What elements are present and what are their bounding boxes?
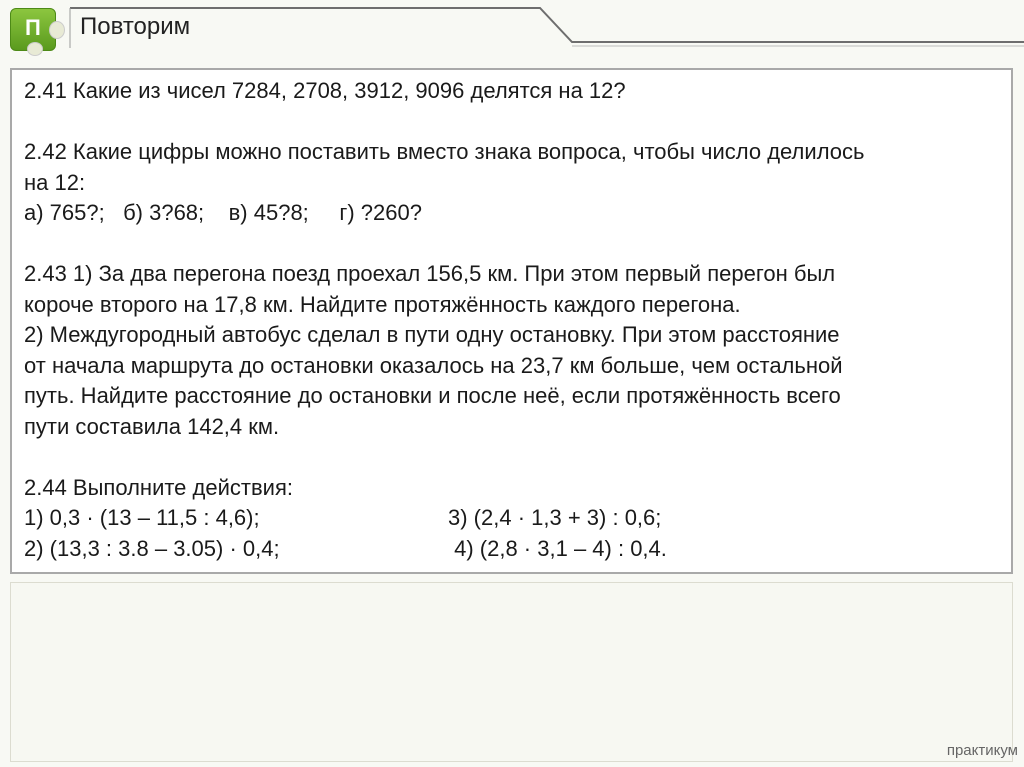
task-2-44-expr-2: 2) (13,3 : 3.8 – 3.05) · 0,4; — [24, 535, 280, 561]
task-2-44-expr-1: 1) 0,3 · (13 – 11,5 : 4,6); — [24, 505, 260, 530]
task-2-43-part2-end: пути составила 142,4 км. — [24, 413, 280, 439]
task-2-42-text: 2.42 Какие цифры можно поставить вместо знака вопроса, чтобы число делилось — [24, 139, 865, 164]
empty-panel — [10, 582, 1013, 762]
task-2-44-expr-4: 4) (2,8 · 3,1 – 4) : 0,4. — [448, 535, 667, 561]
app-logo-icon — [10, 8, 56, 51]
puzzle-knob-bottom — [27, 42, 43, 56]
task-2-44-expr-3: 3) (2,4 · 1,3 + 3) : 0,6; — [448, 505, 662, 530]
task-2-42-options: а) 765?; б) 3?68; в) 45?8; г) ?260? — [24, 200, 422, 225]
task-2-43-part2-cont: путь. Найдите расстояние до остановки и после неё, если протяжённость всего — [24, 383, 841, 408]
task-2-41: 2.41 Какие из чисел 7284, 2708, 3912, 9096 делятся на 12? — [24, 78, 626, 103]
page-title: Повторим — [80, 13, 191, 40]
puzzle-knob-right — [49, 21, 65, 39]
tasks-panel — [10, 68, 1013, 574]
task-2-44-row — [24, 534, 1001, 565]
task-2-43-part1-cont: короче второго на 17,8 км. Найдите протяжённость каждого перегона. — [24, 291, 741, 317]
task-2-43-part1: 2.43 1) За два перегона поезд проехал 156,5 км. При этом первый перегон был — [24, 261, 836, 286]
task-2-44-title: 2.44 Выполните действия: — [24, 474, 293, 500]
task-2-43-part2: 2) Междугородный автобус сделал в пути одну остановку. При этом расстояние — [24, 322, 840, 347]
task-2-43-part2-cont: от начала маршрута до остановки оказалось на 23,7 км больше, чем остальной — [24, 352, 843, 378]
footer-brand: практикум — [946, 742, 1018, 759]
task-2-42-text-cont: на 12: — [24, 169, 86, 195]
logo-letter: П — [25, 15, 41, 40]
task-2-44-row — [24, 503, 1001, 534]
